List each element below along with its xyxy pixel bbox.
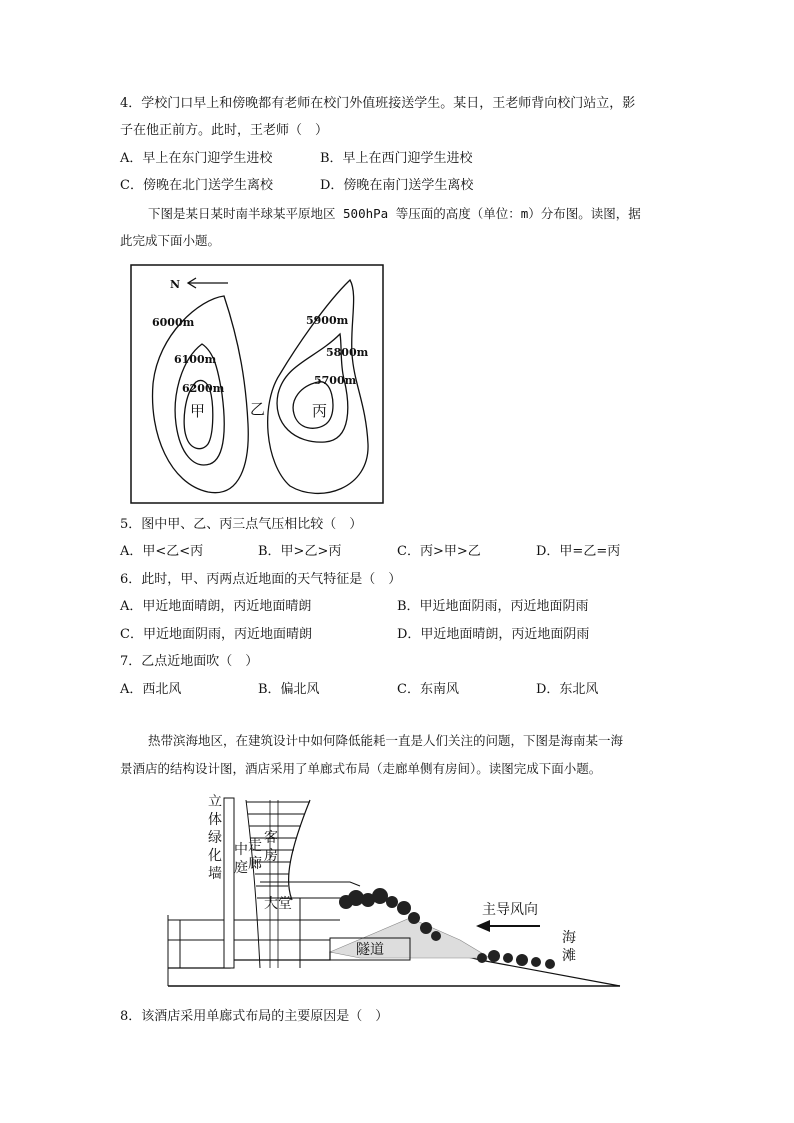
green-wall xyxy=(224,798,234,968)
intro1-line2: 此完成下面小题。 xyxy=(120,233,221,248)
tower-left-edge xyxy=(246,800,260,968)
north-label: N xyxy=(170,278,181,291)
intro2-line1: 热带滨海地区，在建筑设计中如何降低能耗一直是人们关注的问题，下图是海南某一海 xyxy=(148,733,624,748)
wall-label-4: 化 xyxy=(208,848,222,864)
room-label-2: 房 xyxy=(264,848,278,864)
courtyard-label-2: 庭 xyxy=(234,860,248,876)
q5-stem: 5．图中甲、乙、丙三点气压相比较（ ） xyxy=(120,517,363,532)
label-6100m: 6100m xyxy=(174,353,217,366)
lobby-label: 大堂 xyxy=(264,896,292,912)
q5-option-c: C．丙>甲>乙 xyxy=(397,544,481,559)
q6-option-c: C．甲近地面阴雨，丙近地面晴朗 xyxy=(120,627,312,642)
q5-option-b: B．甲>乙>丙 xyxy=(258,544,342,559)
wall-label-1: 立 xyxy=(208,794,222,810)
label-6000m: 6000m xyxy=(152,316,195,329)
label-6200m: 6200m xyxy=(182,382,225,395)
q4-stem-line1: 4．学校门口早上和傍晚都有老师在校门外值班接送学生。某日，王老师背向校门站立，影 xyxy=(120,96,636,111)
q4-stem-line2: 子在他正前方。此时，王老师（ ） xyxy=(120,123,329,138)
hotel-structure-diagram xyxy=(160,790,630,990)
q6-option-b: B．甲近地面阴雨，丙近地面阴雨 xyxy=(397,599,589,614)
q7-stem: 7．乙点近地面吹（ ） xyxy=(120,654,259,669)
corridor-label-1: 走 xyxy=(248,838,262,854)
intro1-line1: 下图是某日某时南半球某平原地区 500hPa 等压面的高度（单位：m）分布图。读图，据 xyxy=(148,206,641,221)
label-5800m: 5800m xyxy=(326,346,369,359)
q7-option-a: A．西北风 xyxy=(120,682,182,697)
point-bing: 丙 xyxy=(312,402,328,420)
q5-option-d: D．甲=乙=丙 xyxy=(536,544,621,559)
intro2-line2: 景酒店的结构设计图，酒店采用了单廊式布局（走廊单侧有房间）。读图完成下面小题。 xyxy=(120,761,602,776)
wall-label-5: 墙 xyxy=(208,866,222,882)
wall-label-2: 体 xyxy=(208,812,222,828)
label-5700m: 5700m xyxy=(314,374,357,387)
tunnel-label: 隧道 xyxy=(356,942,384,958)
courtyard-label-1: 中 xyxy=(234,842,248,858)
q4-option-d: D．傍晚在南门送学生离校 xyxy=(320,178,474,193)
room-label-1: 客 xyxy=(264,830,278,846)
wind-arrow-icon xyxy=(476,920,540,932)
q4-option-b: B．早上在西门迎学生进校 xyxy=(320,151,473,166)
lobby-canopy xyxy=(260,882,360,886)
q4-option-c: C．傍晚在北门送学生离校 xyxy=(120,178,273,193)
q5-option-a: A．甲<乙<丙 xyxy=(120,544,204,559)
wall-label-3: 绿 xyxy=(208,830,222,846)
q8-stem: 8．该酒店采用单廊式布局的主要原因是（ ） xyxy=(120,1009,389,1024)
point-jia: 甲 xyxy=(190,402,206,420)
corridor-label-2: 廊 xyxy=(248,856,262,872)
q6-stem: 6．此时，甲、丙两点近地面的天气特征是（ ） xyxy=(120,572,402,587)
label-5900m: 5900m xyxy=(306,314,349,327)
q7-option-c: C．东南风 xyxy=(397,682,459,697)
isobaric-surface-map xyxy=(130,264,384,504)
point-yi: 乙 xyxy=(250,400,266,418)
q4-option-a: A．早上在东门迎学生进校 xyxy=(120,151,273,166)
beach-label-1: 海 xyxy=(562,930,576,946)
q7-option-b: B．偏北风 xyxy=(258,682,320,697)
q6-option-a: A．甲近地面晴朗，丙近地面晴朗 xyxy=(120,599,312,614)
q6-option-d: D．甲近地面晴朗，丙近地面阴雨 xyxy=(397,627,590,642)
wind-label: 主导风向 xyxy=(482,902,538,918)
q7-option-d: D．东北风 xyxy=(536,682,599,697)
beach-label-2: 滩 xyxy=(562,948,576,964)
